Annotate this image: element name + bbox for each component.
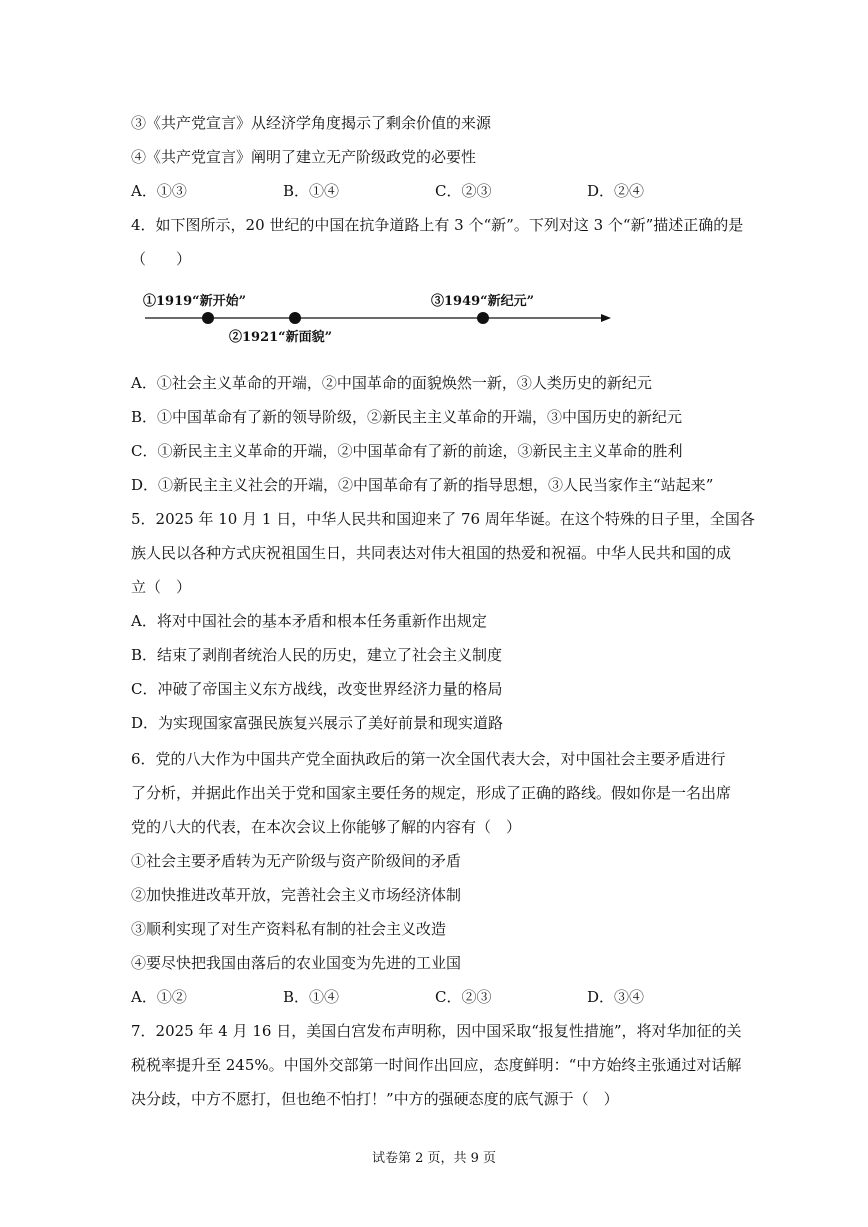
timeline-dot-1919 [202,312,214,324]
q6-option-a[interactable]: A．①② [131,988,187,1006]
q7-stem-line-1: 7．2025 年 4 月 16 日，美国白宫发布声明称，因中国采取“报复性措施”，将对华加征的关 [131,1022,742,1040]
timeline-label-1949: ③1949“新纪元” [431,294,535,309]
q6-stem-line-1: 6．党的八大作为中国共产党全面执政后的第一次全国代表大会，对中国社会主要矛盾进行 [131,750,726,768]
q3-option-d[interactable]: D．②④ [587,182,645,200]
q5-stem-line-2: 族人民以各种方式庆祝祖国生日，共同表达对伟大祖国的热爱和祝福。中华人民共和国的成 [131,544,732,562]
q4-stem-paren: （ ） [131,250,192,268]
q3-option-a[interactable]: A．①③ [131,182,187,200]
q3-options [131,181,771,201]
q6-item-1: ①社会主要矛盾转为无产阶级与资产阶级间的矛盾 [131,852,462,870]
q3-option-b[interactable]: B．①④ [283,182,340,200]
q4-option-d[interactable]: D．①新民主主义社会的开端，②中国革命有了新的指导思想，③人民当家作主“站起来” [131,476,714,494]
q7-stem-line-2: 税税率提升至 245%。中国外交部第一时间作出回应，态度鲜明：“中方始终主张通过对话解 [131,1056,742,1074]
q6-stem-line-3: 党的八大的代表，在本次会议上你能够了解的内容有（ ） [131,818,522,836]
q5-option-d[interactable]: D．为实现国家富强民族复兴展示了美好前景和现实道路 [131,714,504,732]
page-footer: 试卷第 2 页，共 9 页 [371,1151,497,1166]
timeline-label-1921: ②1921“新面貌” [229,330,333,345]
q5-option-a[interactable]: A．将对中国社会的基本矛盾和根本任务重新作出规定 [131,612,487,630]
q4-option-c[interactable]: C．①新民主主义革命的开端，②中国革命有了新的前途，③新民主主义革命的胜利 [131,442,683,460]
q4-stem: 4．如下图所示，20 世纪的中国在抗争道路上有 3 个“新”。下列对这 3 个“新”描述正确的是 [131,216,744,234]
q7-stem-line-3: 决分歧，中方不愿打，但也绝不怕打！”中方的强硬态度的底气源于（ ） [131,1090,619,1108]
q6-item-3: ③顺利实现了对生产资料私有制的社会主义改造 [131,920,447,938]
q4-option-a[interactable]: A．①社会主义革命的开端，②中国革命的面貌焕然一新，③人类历史的新纪元 [131,374,652,392]
q5-option-b[interactable]: B．结束了剥削者统治人民的历史，建立了社会主义制度 [131,646,503,664]
q6-item-4: ④要尽快把我国由落后的农业国变为先进的工业国 [131,954,462,972]
q5-option-c[interactable]: C．冲破了帝国主义东方战线，改变世界经济力量的格局 [131,680,503,698]
q3-option-c[interactable]: C．②③ [435,182,492,200]
statement-4: ④《共产党宣言》阐明了建立无产阶级政党的必要性 [131,148,477,166]
q5-stem-line-3: 立（ ） [131,578,192,596]
q6-options [131,987,771,1007]
q5-stem-line-1: 5．2025 年 10 月 1 日，中华人民共和国迎来了 76 周年华诞。在这个特殊的日子里，全国各 [131,510,755,528]
q6-item-2: ②加快推进改革开放，完善社会主义市场经济体制 [131,886,462,904]
q4-option-b[interactable]: B．①中国革命有了新的领导阶级，②新民主主义革命的开端，③中国历史的新纪元 [131,408,683,426]
timeline-dot-1949 [477,312,489,324]
timeline-figure [131,283,631,353]
q6-option-c[interactable]: C．②③ [435,988,492,1006]
q6-option-b[interactable]: B．①④ [283,988,340,1006]
q6-option-d[interactable]: D．③④ [587,988,645,1006]
arrow-head-icon [601,314,611,322]
timeline-label-1919: ①1919“新开始” [143,294,247,309]
timeline-dot-1921 [289,312,301,324]
statement-3: ③《共产党宣言》从经济学角度揭示了剩余价值的来源 [131,114,492,132]
q6-stem-line-2: 了分析，并据此作出关于党和国家主要任务的规定，形成了正确的路线。假如你是一名出席 [131,784,732,802]
